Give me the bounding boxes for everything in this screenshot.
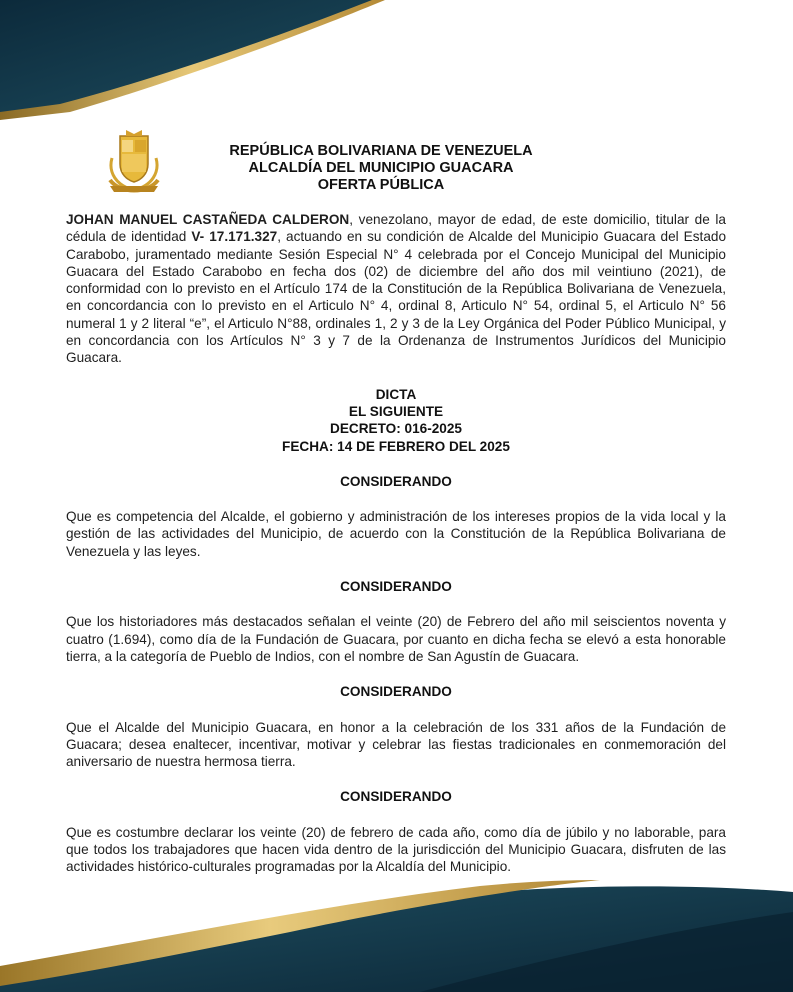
mayor-name: JOHAN MANUEL CASTAÑEDA CALDERON [66, 212, 350, 227]
intro-text-2: , actuando en su condición de Alcalde del Municipio Guacara del Estado Carabobo, juramentado mediante Sesión Especial N° 4 celebrada por el Concejo Municipal del Municipio Guacara del Estado Carabobo en fecha dos (02) de diciembre del año dos mil veintiuno (2021), de conformidad con lo previsto en el Artículo 174 de la Constitución de la República Bolivariana de Venezuela, en concordancia con lo previsto en el Articulo N° 4, ordinal 8, Articulo N° 54, ordinal 5, el Articulo N° 56 numeral 1 y 2 literal “e”, el Articulo N°88, ordinales 1, 2 y 3 de la Ley Orgánica del Poder Público Municipal, y en concordancia con los Artículos N° 3 y 7 de la Ordenanza de Instrumentos Jurídicos del Municipio Guacara. [66, 229, 726, 366]
id-number: V- 17.171.327 [191, 229, 278, 245]
el-siguiente-line: EL SIGUIENTE [348, 403, 444, 419]
header-line-title: OFERTA PÚBLICA [317, 177, 445, 193]
decree-block [66, 386, 726, 455]
intro-text-1: , venezolano, mayor de edad, de este domicilio, titular de la cédula de identidad [66, 212, 726, 245]
considerando-heading: CONSIDERANDO [340, 789, 452, 805]
document-body [66, 211, 726, 876]
top-decorative-banner [0, 0, 793, 120]
considerando-heading: CONSIDERANDO [340, 473, 452, 489]
header-line-alcaldia: ALCALDÍA DEL MUNICIPIO GUACARA [248, 160, 514, 176]
decree-number: DECRETO: 016-2025 [330, 421, 462, 437]
header-line-republic: REPÚBLICA BOLIVARIANA DE VENEZUELA [229, 143, 533, 159]
municipal-coat-of-arms [106, 128, 162, 196]
considerando-text: Que los historiadores más destacados señalan el veinte (20) de Febrero del año mil seiscientos noventa y cuatro (1.694), como día de la Fundación de Guacara, por cuanto en dicha fecha se elevó a esta honorable tierra, a la categoría de Pueblo de Indios, con el nombre de San Agustín de Guacara. [66, 614, 726, 664]
considerando-heading: CONSIDERANDO [340, 684, 452, 700]
dicta-line: DICTA [375, 386, 417, 402]
considerando-text: Que es competencia del Alcalde, el gobierno y administración de los intereses propios de la vida local y la gestión de las actividades del Municipio, de acuerdo con la Constitución de la República Bolivariana de Venezuela y las leyes. [66, 509, 726, 559]
decree-date: FECHA: 14 DE FEBRERO DEL 2025 [282, 438, 510, 454]
considerando-text: Que el Alcalde del Municipio Guacara, en honor a la celebración de los 331 años de la Fundación de Guacara; desea enaltecer, incentivar, motivar y celebrar las fiestas tradicionales en conmemoración del aniversario de nuestra hermosa tierra. [66, 719, 726, 770]
considerando-text: Que es costumbre declarar los veinte (20) de febrero de cada año, como día de júbilo y no laborable, para que todos los trabajadores que hacen vida dentro de la jurisdicción del Municipio Guacara, disfruten de las actividades histórico-culturales programadas por la Alcaldía del Municipio. [66, 824, 726, 875]
considerando-heading: CONSIDERANDO [340, 579, 452, 595]
document-header [180, 143, 582, 194]
intro-paragraph [66, 211, 726, 367]
